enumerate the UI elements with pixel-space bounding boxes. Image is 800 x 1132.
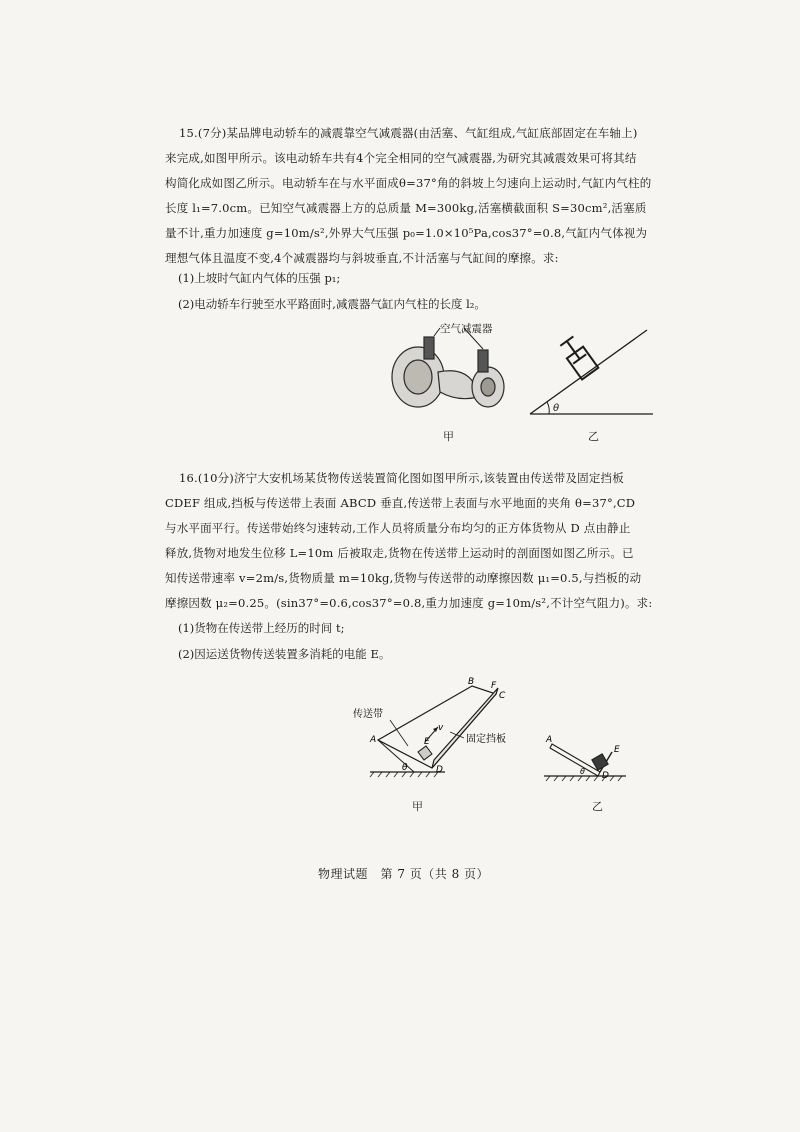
q16-line-3: 与水平面平行。传送带始终匀速转动,工作人员将质量分布均匀的正方体货物从 D 点由静止 xyxy=(165,521,631,535)
shock-absorber-schematic xyxy=(559,335,599,379)
theta-arc xyxy=(547,402,549,414)
label-d: D xyxy=(602,771,609,781)
cargo-cross-section xyxy=(592,754,608,770)
slope-line xyxy=(530,330,647,414)
label-d: D xyxy=(436,765,443,775)
q15-caption-jia: 甲 xyxy=(443,430,454,443)
q16-text xyxy=(165,466,653,616)
theta-label: θ xyxy=(553,403,560,414)
label-e: E xyxy=(424,737,430,747)
label-c: C xyxy=(499,691,506,701)
q15-line-5: 量不计,重力加速度 g=10m/s²,外界大气压强 p₀=1.0×10⁵Pa,cos37°=0.8,气缸内气体视为 xyxy=(165,226,648,240)
q16-line-6: 摩擦因数 μ₂=0.25。(sin37°=0.6,cos37°=0.8,重力加速度 g=10m/s²,不计空气阻力)。求: xyxy=(165,596,653,610)
q15-line-3: 构简化成如图乙所示。电动轿车在与水平面成θ=37°角的斜坡上匀速向上运动时,气缸内气柱的 xyxy=(165,176,652,190)
q15-caption-yi: 乙 xyxy=(588,430,599,443)
q16-caption-yi: 乙 xyxy=(592,800,603,813)
q16-figure-yi xyxy=(540,722,640,784)
q15-line-6: 理想气体且温度不变,4个减震器均与斜坡垂直,不计活塞与气缸间的摩擦。求: xyxy=(165,251,559,265)
label-b: B xyxy=(468,677,475,687)
q15-text xyxy=(165,121,652,271)
label-v: v xyxy=(438,723,444,733)
q15-line-2: 来完成,如图甲所示。该电动轿车共有4个完全相同的空气减震器,为研究其减震效果可将其结 xyxy=(165,151,637,165)
q15-figure-jia xyxy=(378,322,528,422)
axle-assembly-drawing xyxy=(392,337,504,407)
q16-caption-jia: 甲 xyxy=(412,800,423,813)
q16-line-4: 释放,货物对地发生位移 L=10m 后被取走,货物在传送带上运动时的剖面图如图乙所示。已 xyxy=(165,546,634,560)
q16-sub-question-2: (2)因运送货物传送装置多消耗的电能 E。 xyxy=(178,647,391,661)
label-belt: 传送带 xyxy=(353,709,383,720)
shock-absorber-label: 空气减震器 xyxy=(440,323,493,335)
q15-line-1: 15.(7分)某品牌电动轿车的减震靠空气减震器(由活塞、气缸组成,气缸底部固定在车轴上) xyxy=(179,126,638,140)
label-theta: θ xyxy=(580,767,585,776)
q16-sub-question-1: (1)货物在传送带上经历的时间 t; xyxy=(178,621,345,635)
label-a: A xyxy=(370,735,377,745)
q16-line-5: 知传送带速率 v=2m/s,货物质量 m=10kg,货物与传送带的动摩擦因数 μ₁=0.5,与挡板的动 xyxy=(165,571,642,585)
q16-figure-jia xyxy=(350,672,530,782)
label-theta: θ xyxy=(402,763,408,773)
cargo-box xyxy=(418,746,432,760)
label-e: E xyxy=(614,745,620,755)
page-footer: 物理试题 第 7 页（共 8 页） xyxy=(318,867,490,881)
label-f: F xyxy=(491,681,497,691)
label-a: A xyxy=(546,735,553,745)
label-baffle: 固定挡板 xyxy=(466,734,506,745)
q15-sub-question-2: (2)电动轿车行驶至水平路面时,减震器气缸内气柱的长度 l₂。 xyxy=(178,297,486,311)
q16-line-1: 16.(10分)济宁大安机场某货物传送装置简化图如图甲所示,该装置由传送带及固定挡板 xyxy=(179,471,624,485)
q16-line-2: CDEF 组成,挡板与传送带上表面 ABCD 垂直,传送带上表面与水平地面的夹角 θ=37°,CD xyxy=(165,496,636,510)
q15-sub-question-1: (1)上坡时气缸内气体的压强 p₁; xyxy=(178,271,341,285)
q15-figure-yi xyxy=(525,322,660,422)
q15-line-4: 长度 l₁=7.0cm。已知空气减震器上方的总质量 M=300kg,活塞横截面积 S=30cm²,活塞质 xyxy=(165,201,647,215)
